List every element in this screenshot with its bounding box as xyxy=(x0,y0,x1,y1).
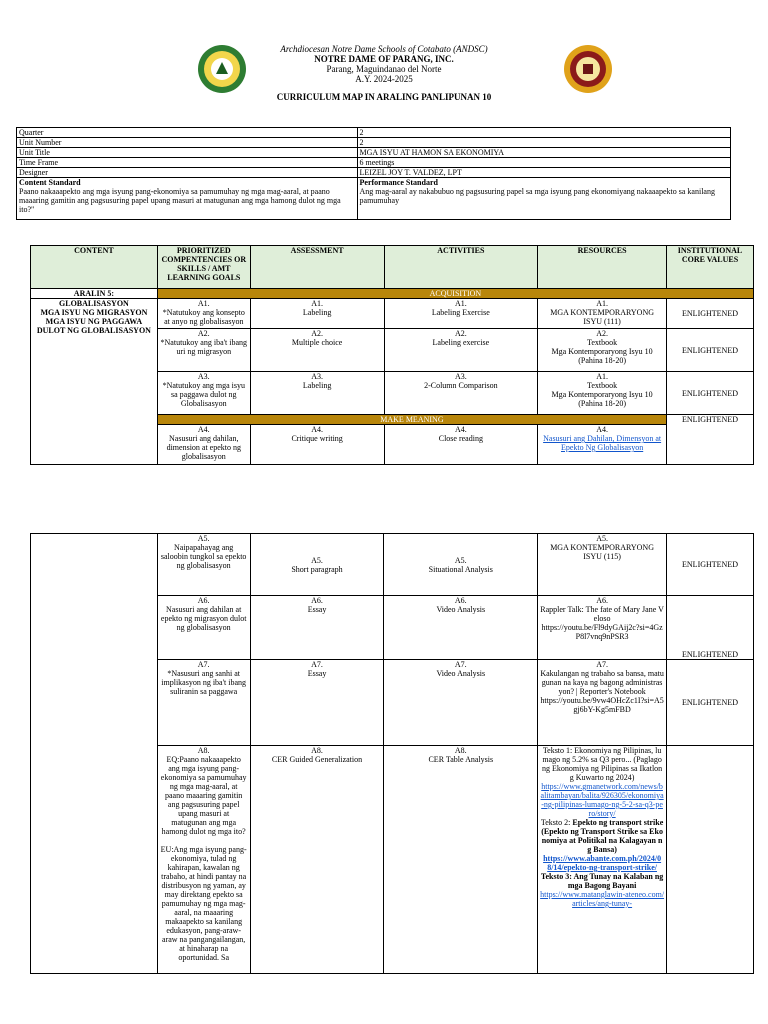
acquisition-band-row xyxy=(31,289,754,299)
performance-standard-cell xyxy=(357,178,730,220)
activity-cell: A2. Labeling exercise xyxy=(384,329,538,372)
col-core-values: INSTITUTIONAL CORE VALUES xyxy=(667,246,754,289)
core-value-cell: ENLIGHTENED xyxy=(667,534,754,596)
activity-cell: A4. Close reading xyxy=(384,425,538,465)
col-assessment: ASSESSMENT xyxy=(250,246,384,289)
core-value-cell xyxy=(667,746,754,974)
activity-cell: A7. Video Analysis xyxy=(384,660,538,746)
core-value-cell: ENLIGHTENED xyxy=(667,660,754,746)
core-value-cell: ENLIGHTENED xyxy=(667,372,754,415)
table-row xyxy=(17,168,731,178)
table-header-row xyxy=(31,246,754,289)
aralin-label: ARALIN 5: xyxy=(31,289,158,299)
cell-label: Unit Title xyxy=(17,148,358,158)
resource-cell: A1. MGA KONTEMPORARYONG ISYU (111) xyxy=(538,299,667,329)
curriculum-map-table xyxy=(30,245,754,465)
content-standard-text: Paano nakaaapekto ang mga isyung pang-ekonomiya sa pamumuhay ng mga mag-aaral, at paano maaaring gamitin ang pagsusuring papel upang masuri at matugunan ang mga hamong dulot ng mga ito?" xyxy=(19,187,341,214)
curriculum-map-table-continued xyxy=(30,533,754,974)
core-value-cell: ENLIGHTENED xyxy=(667,415,754,465)
assessment-cell: A2. Multiple choice xyxy=(250,329,384,372)
assessment-cell: A7. Essay xyxy=(250,660,384,746)
resource-cell: A5. MGA KONTEMPORARYONG ISYU (115) xyxy=(538,534,667,596)
text3-link[interactable]: https://www.matanglawin-ateneo.com/articles/ang-tunay- xyxy=(540,890,665,908)
assessment-cell: A5. Short paragraph xyxy=(250,534,384,596)
activity-cell: A6. Video Analysis xyxy=(384,596,538,660)
document-title: CURRICULUM MAP IN ARALING PANLIPUNAN 10 xyxy=(276,92,492,102)
cell-value: MGA ISYU AT HAMON SA EKONOMIYA xyxy=(357,148,730,158)
document-header xyxy=(0,44,768,102)
assessment-cell: A4. Critique writing xyxy=(250,425,384,465)
activity-cell: A5. Situational Analysis xyxy=(384,534,538,596)
org-name: Archdiocesan Notre Dame Schools of Cotabato (ANDSC) xyxy=(280,44,488,54)
school-seal-logo xyxy=(197,44,247,94)
cell-value: LEIZEL JOY T. VALDEZ, LPT xyxy=(357,168,730,178)
competency-cell: A3. *Natutukoy ang mga isyu sa paggawa dulot ng Globalisasyon xyxy=(157,372,250,415)
text2-link[interactable]: https://www.abante.com.ph/2024/08/14/epekto-ng-transport-strike/ xyxy=(543,854,662,872)
school-name: NOTRE DAME OF PARANG, INC. xyxy=(314,54,454,64)
table-row xyxy=(17,158,731,168)
core-value-cell: ENLIGHTENED xyxy=(667,596,754,660)
table-row xyxy=(31,299,754,329)
resource-link[interactable]: Nasusuri ang Dahilan, Dimensyon at Epekto Ng Globalisasyon xyxy=(543,434,662,452)
col-content: CONTENT xyxy=(31,246,158,289)
competency-cell: A6. Nasusuri ang dahilan at epekto ng migrasyon dulot ng globalisasyon xyxy=(157,596,250,660)
table-row xyxy=(17,178,731,220)
competency-cell: A7. *Nasusuri ang sanhi at implikasyon ng iba't ibang suliranin sa paggawa xyxy=(157,660,250,746)
resource-cell: A1. Textbook Mga Kontemporaryong Isyu 10 (Pahina 18-20) xyxy=(538,372,667,415)
school-address: Parang, Maguindanao del Norte xyxy=(326,64,442,74)
andsc-seal-logo xyxy=(563,44,613,94)
cell-value: 2 xyxy=(357,128,730,138)
cell-value: 2 xyxy=(357,138,730,148)
make-meaning-band: MAKE MEANING xyxy=(157,415,666,425)
core-value-cell: ENLIGHTENED xyxy=(667,299,754,329)
assessment-cell: A3. Labeling xyxy=(250,372,384,415)
content-standard-label: Content Standard xyxy=(19,178,81,187)
table-row xyxy=(17,138,731,148)
table-row xyxy=(17,148,731,158)
resource-cell xyxy=(538,425,667,465)
cell-label: Unit Number xyxy=(17,138,358,148)
text2-label: Teksto 2: xyxy=(540,818,573,827)
academic-year: A.Y. 2024-2025 xyxy=(355,74,413,84)
resource-number: A4. xyxy=(596,425,608,434)
resource-cell xyxy=(538,746,667,974)
competency-cell: A4. Nasusuri ang dahilan, dimension at epekto ng globalisasyon xyxy=(157,425,250,465)
assessment-cell: A8. CER Guided Generalization xyxy=(250,746,384,974)
activity-cell: A8. CER Table Analysis xyxy=(384,746,538,974)
cell-label: Quarter xyxy=(17,128,358,138)
cell-label: Designer xyxy=(17,168,358,178)
resource-cell: A6. Rappler Talk: The fate of Mary Jane Veloso https://youtu.be/Fl9dyGAij2c?si=4GzP8l7vnq9nPSR3 xyxy=(538,596,667,660)
competency-cell: A1. *Natutukoy ang konsepto at anyo ng globalisasyon xyxy=(157,299,250,329)
cell-label: Time Frame xyxy=(17,158,358,168)
performance-standard-label: Performance Standard xyxy=(359,178,438,187)
acquisition-band: ACQUISITION xyxy=(157,289,753,299)
text1-link[interactable]: https://www.gmanetwork.com/news/balitambayan/balita/926305/ekonomiya-ng-pilipinas-lumago-ng-5-2-sa-q3-pero/story/ xyxy=(540,782,664,818)
competency-cell: A8. EQ:Paano nakaaapekto ang mga isyung pang-ekonomiya sa pamumuhay ng mga mag-aaral, at paano maaaring gamitin ang pagsusuring papel upang masuri at matugunan ang mga hamong dulot ng mga ito? EU:Ang mga isyung pang-ekonomiya, tulad ng kahirapan, kawalan ng trabaho, at hindi pantay na distribusyon ng yaman, ay may direktang epekto sa pamumuhay ng mga mag-aaral, na maaaring makaapekto sa kanilang edukasyon, pang-araw-araw na pangangailangan, at hinaharap na oportunidad. Sa xyxy=(157,746,250,974)
col-resources: RESOURCES xyxy=(538,246,667,289)
assessment-cell: A1. Labeling xyxy=(250,299,384,329)
text2-title: Epekto ng transport strike (Epekto ng Transport Strike sa Ekonomiya at Politikal na Kalagayan ng Bansa) xyxy=(541,818,664,854)
content-standard-cell xyxy=(17,178,358,220)
text1-title: Teksto 1: Ekonomiya ng Pilipinas, lumago ng 5.2% sa Q3 pero... (Paglago ng Ekonomiya ng Pilipinas sa Ikatlong Kuwarto ng 2024) xyxy=(541,746,663,782)
content-topics: GLOBALISASYON MGA ISYU NG MIGRASYON MGA ISYU NG PAGGAWA DULOT NG GLOBALISASYON xyxy=(31,299,158,465)
performance-standard-text: Ang mag-aaral ay nakabubuo ng pagsusuring papel sa mga isyung pang ekonomiyang nakaaapekto sa kanilang pamumuhay xyxy=(359,187,715,205)
activity-cell: A3. 2-Column Comparison xyxy=(384,372,538,415)
table-row xyxy=(17,128,731,138)
col-competencies: PRIORITIZED COMPENTENCIES OR SKILLS / AMT LEARNING GOALS xyxy=(157,246,250,289)
text3-title: Teksto 3: Ang Tunay na Kalaban ng mga Bagong Bayani xyxy=(540,872,664,890)
unit-info-table xyxy=(16,127,731,220)
assessment-cell: A6. Essay xyxy=(250,596,384,660)
content-cell-empty xyxy=(31,534,158,974)
activity-cell: A1. Labeling Exercise xyxy=(384,299,538,329)
cell-value: 6 meetings xyxy=(357,158,730,168)
col-activities: ACTIVITIES xyxy=(384,246,538,289)
competency-cell: A5. Naipapahayag ang saloobin tungkol sa epekto ng globalisasyon xyxy=(157,534,250,596)
competency-cell: A2. *Natutukoy ang iba't ibang uri ng migrasyon xyxy=(157,329,250,372)
resource-cell: A2. Textbook Mga Kontemporaryong Isyu 10 (Pahina 18-20) xyxy=(538,329,667,372)
table-row xyxy=(31,534,754,596)
core-value-cell: ENLIGHTENED xyxy=(667,329,754,372)
resource-cell: A7. Kakulangan ng trabaho sa bansa, matugunan na kaya ng bagong administrasyon? | Reporter's Notebook https://youtu.be/9vw4OHcZc1I?si=A5gj6bY-Kg5mFBD xyxy=(538,660,667,746)
